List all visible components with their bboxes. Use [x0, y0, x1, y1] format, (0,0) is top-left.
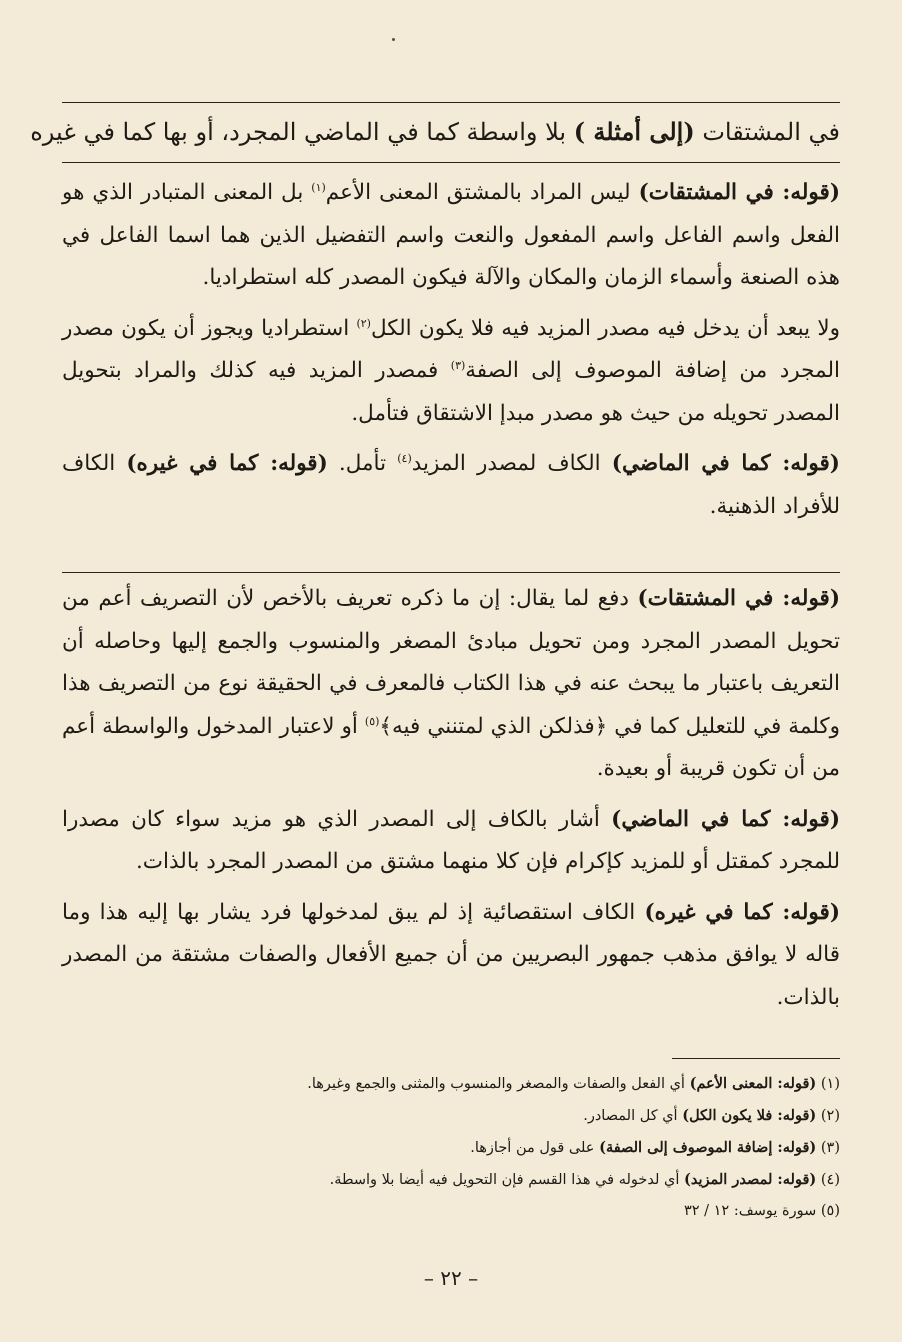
footnote-qawl: (قوله: لمصدر المزيد) [684, 1171, 817, 1188]
text: استطراديا ويجوز أن يكون مصدر المجرد من إضافة الموصوف إلى الصفة [62, 315, 840, 383]
footnote-qawl: (قوله: المعنى الأعم) [689, 1075, 817, 1092]
sharh1-para-1 [62, 172, 840, 300]
qawluhu: (قوله: في المشتقات) [638, 180, 840, 205]
footnote-3 [62, 1132, 840, 1164]
footnote-ref: (٢) [356, 316, 371, 330]
page-number: – ٢٢ – [423, 1266, 479, 1290]
footnote-text: أي كل المصادر. [583, 1108, 683, 1124]
sharh2-para-3 [62, 892, 840, 1020]
footnote-ref: (٥) [364, 714, 380, 728]
footnote-text: سورة يوسف: ١٢ / ٣٢ [683, 1203, 821, 1219]
matn-rule [62, 162, 840, 163]
qawluhu: (قوله: كما في الماضي) [611, 451, 840, 476]
footnote-2 [62, 1100, 840, 1132]
footnote-qawl: (قوله: إضافة الموصوف إلى الصفة) [599, 1139, 817, 1156]
text: بل المعنى المتبادر الذي هو الفعل واسم الفاعل واسم المفعول والنعت واسم التفضيل الذين هما اسما الفاعل في هذه الصنعة وأسماء الزمان والمكان والآلة فيكون المصدر كله استطراديا. [62, 180, 840, 290]
footnote-ref: (٣) [450, 358, 466, 372]
sharh2-para-1 [62, 578, 840, 791]
matn-line [30, 112, 840, 152]
footnote-number: (٥) [820, 1203, 840, 1219]
footnote-text: أي لدخوله في هذا القسم فإن التحويل فيه أيضا بلا واسطة. [329, 1172, 684, 1188]
text: تأمل. [327, 451, 398, 476]
footnote-1 [62, 1068, 840, 1100]
sharh1-para-2 [62, 308, 840, 436]
text: أشار بالكاف إلى المصدر الذي هو مزيد سواء كان مصدرا للمجرد كمقتل أو للمزيد كإكرام فإن كلا منهما مشتق من المصدر المجرد بالذات. [62, 806, 840, 874]
qawluhu: (قوله: كما في غيره) [126, 451, 328, 476]
footnote-number: (١) [820, 1076, 840, 1092]
footnote-ref: (٤) [397, 451, 412, 465]
text: الكاف للأفراد الذهنية. [62, 451, 840, 519]
footnote-number: (٢) [820, 1108, 840, 1124]
matn-text-1: في المشتقات [694, 118, 840, 146]
footnote-number: (٣) [820, 1140, 840, 1156]
top-rule [62, 102, 840, 103]
sharh1-para-3 [62, 443, 840, 528]
qawluhu: (قوله: كما في غيره) [644, 899, 840, 925]
qawluhu: (قوله: كما في الماضي) [611, 806, 840, 832]
footnote-qawl: (قوله: فلا يكون الكل) [682, 1107, 817, 1124]
footnote-4 [62, 1164, 840, 1196]
section-rule [62, 572, 840, 573]
footnote-text: على قول من أجازها. [470, 1140, 600, 1156]
sharh-1 [62, 172, 840, 536]
text: ليس المراد بالمشتق المعنى الأعم [325, 180, 639, 205]
text: أو لاعتبار المدخول والواسطة أعم من أن تكون قريبة أو بعيدة. [62, 713, 840, 781]
footnote-ref: (١) [311, 180, 326, 194]
text: ولا يبعد أن يدخل فيه مصدر المزيد فيه فلا يكون الكل [370, 315, 840, 341]
qawluhu: (قوله: في المشتقات) [637, 586, 841, 611]
footnote-number: (٤) [820, 1172, 840, 1188]
sharh-2 [62, 578, 840, 1027]
text: الكاف لمصدر المزيد [411, 451, 612, 476]
text: فمصدر المزيد فيه كذلك والمراد بتحويل المصدر تحويله من حيث هو مصدر مبدإ الاشتقاق فتأمل. [62, 358, 840, 426]
footnotes [62, 1068, 840, 1227]
footnote-text: أي الفعل والصفات والمصغر والمنسوب والمثنى والجمع وغيرها. [307, 1076, 690, 1092]
matn-text-2: بلا واسطة كما في الماضي المجرد، أو بها كما في غيره [30, 118, 574, 146]
footnote-rule [672, 1058, 840, 1059]
footnote-5 [62, 1196, 840, 1227]
page [30, 0, 841, 1342]
text: الكاف استقصائية إذ لم يبق لمدخولها فرد يشار بها إليه هذا وما قاله لا يوافق مذهب جمهور البصريين من أن جميع الأفعال والصفات مشتقة من المصدر بالذات. [62, 899, 840, 1010]
text: دفع لما يقال: إن ما ذكره تعريف بالأخص لأن التصريف أعم من تحويل المصدر المجرد ومن تحويل مبادئ المصغر والمنسوب والجمع إليها وحاصله أن التعريف باعتبار ما يبحث عنه في هذا الكتاب فالمعرف في الحقيقة نوع من التصريف هذا وكلمة في للتعليل كما في ﴿فذلكن الذي لمتنني فيه﴾ [62, 586, 840, 739]
matn-bold: (إلى أمثلة ) [573, 117, 695, 146]
sharh2-para-2 [62, 799, 840, 884]
